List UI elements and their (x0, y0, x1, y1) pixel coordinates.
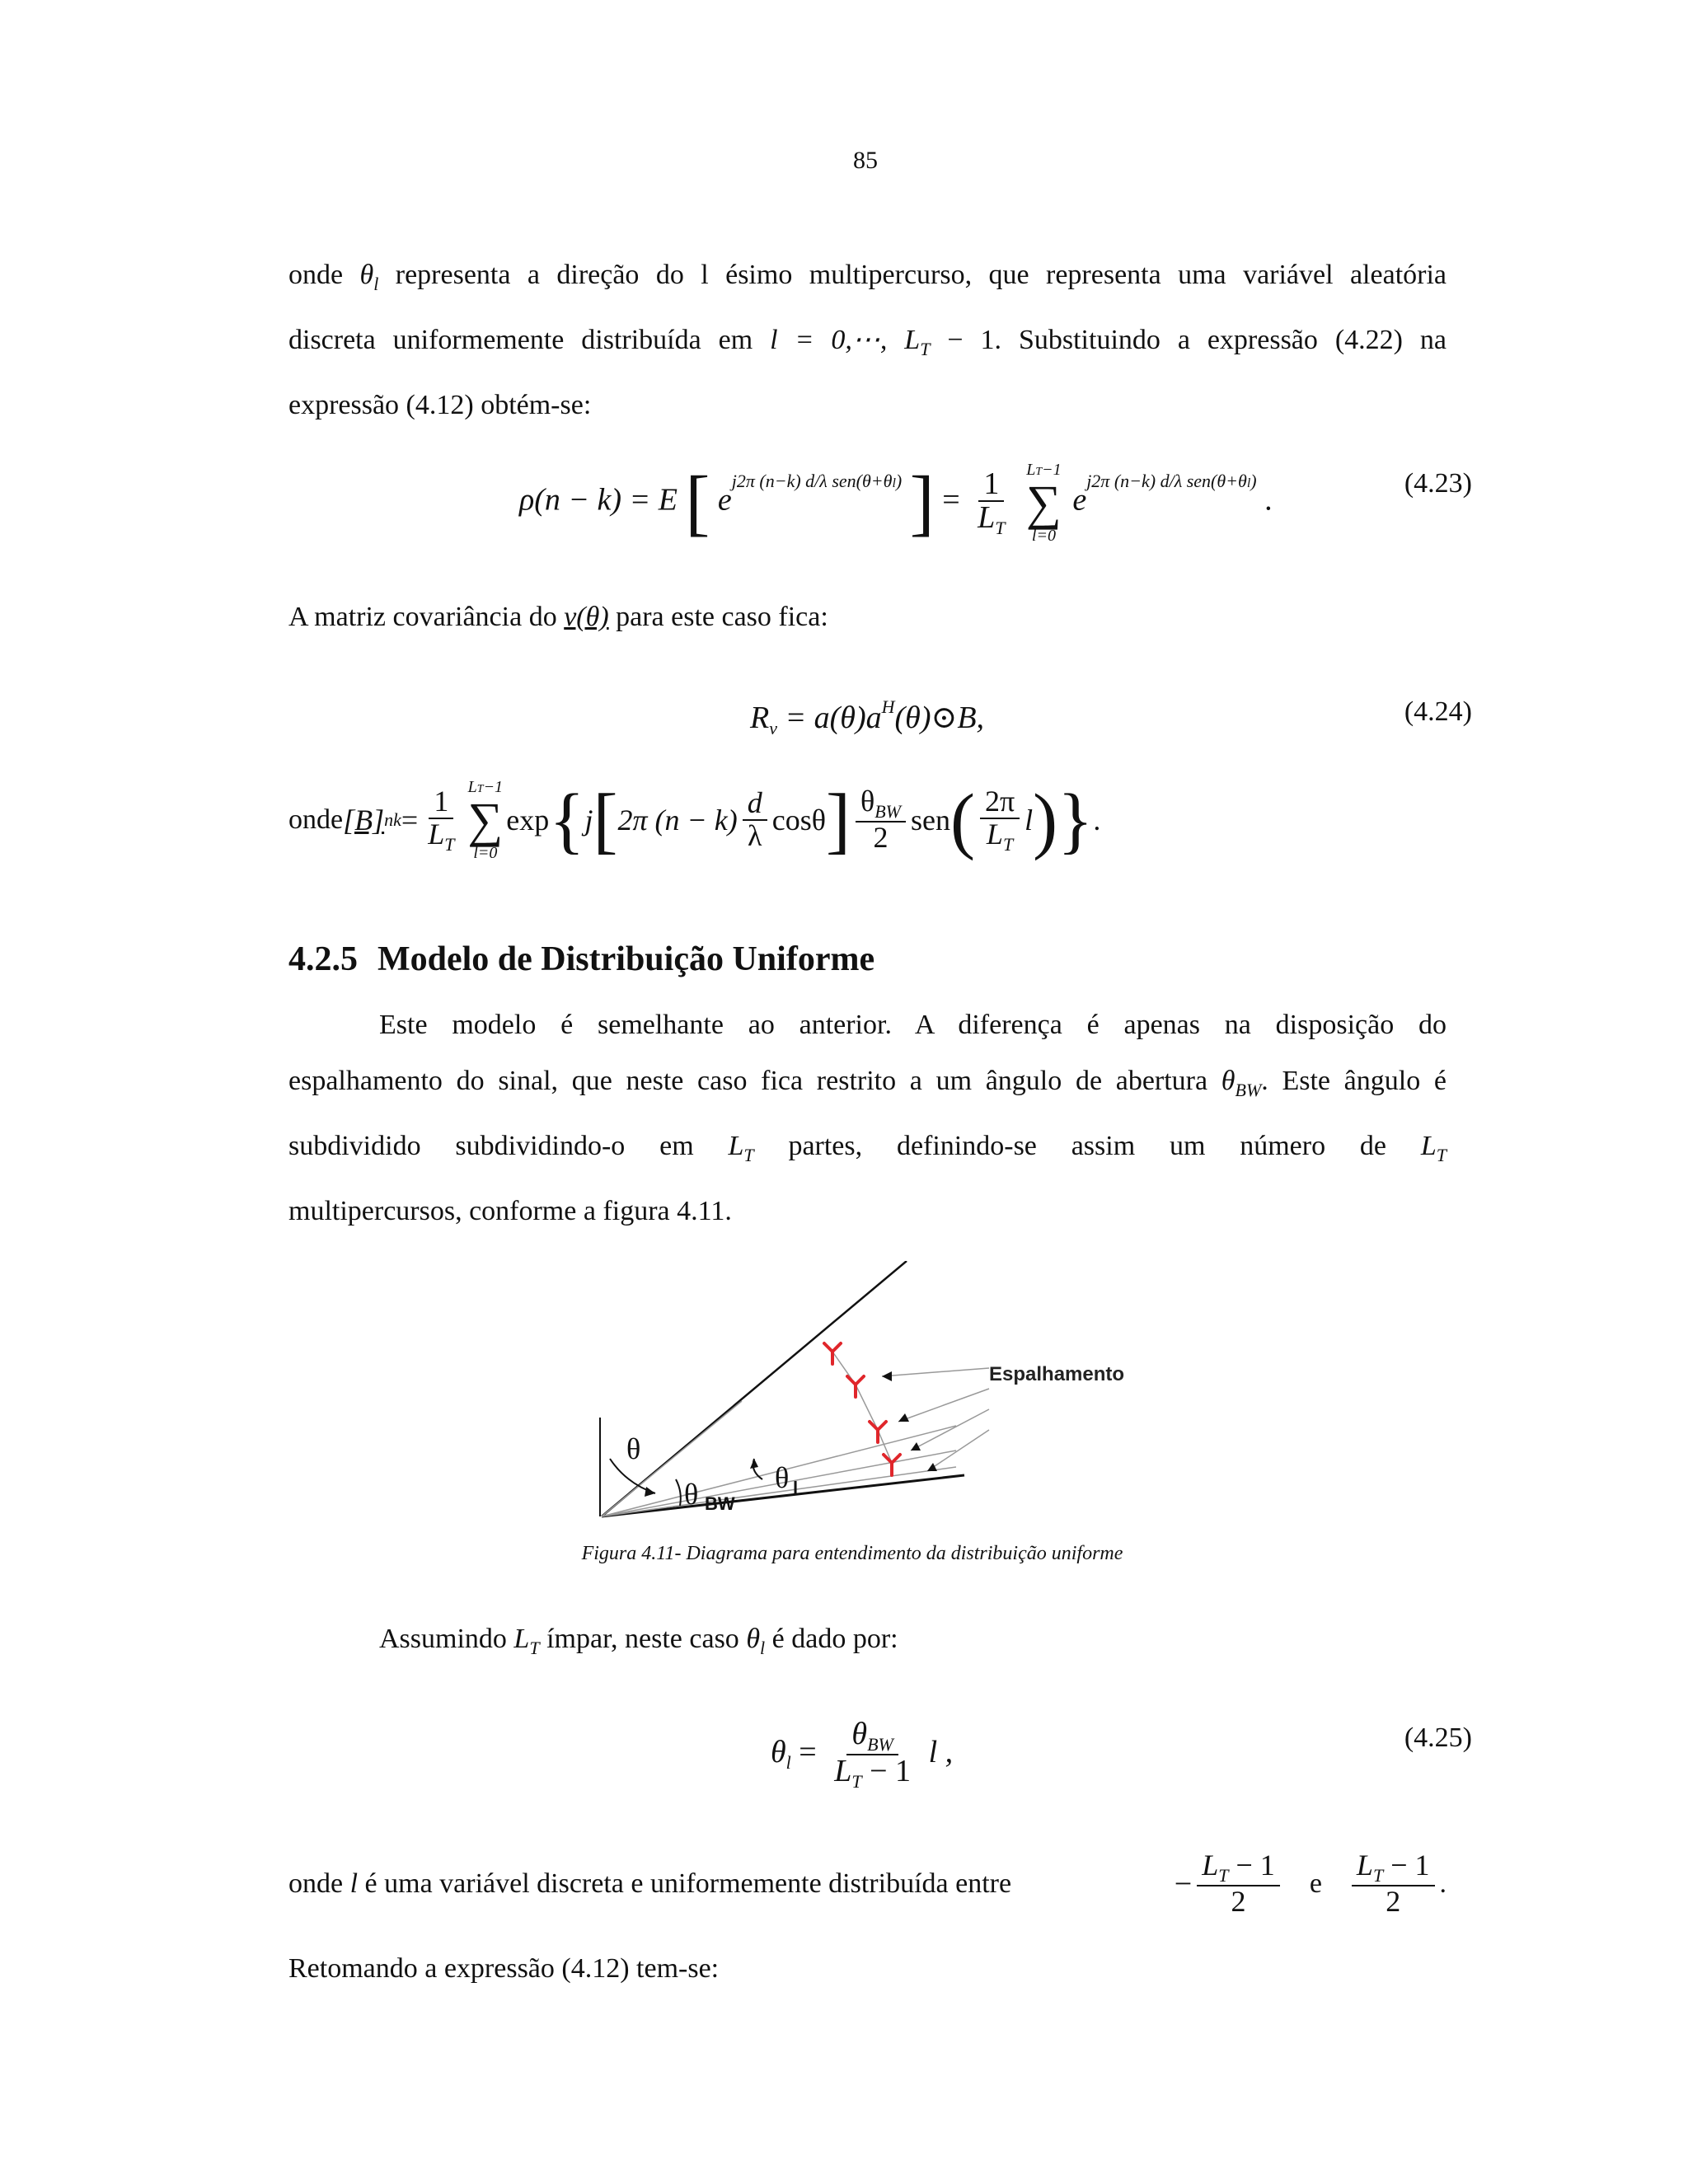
scatterer-icon-2 (847, 1376, 864, 1397)
figure-espalhamento-label: Espalhamento (989, 1363, 1125, 1385)
equation-4-24: $R_v$ = $a(\theta)a^H(\theta)⊙B$, (750, 696, 985, 738)
figure-caption: Figura 4.11- Diagrama para entendimento da distribuição uniforme (581, 1543, 1123, 1564)
paragraph-model-line-1: Este modelo é semelhante ao anterior. A diferença é apenas na disposição do (379, 1010, 1447, 1040)
theta-l-arrowhead (750, 1459, 758, 1469)
equation-4-25: $\theta_l$ = $\frac{\theta_{BW}}{L_T - 1}$ l , (771, 1717, 954, 1793)
figure-theta-label: θ (626, 1432, 641, 1465)
paragraph-where-l: onde l é uma variável discreta e uniformemente distribuída entre − $\frac{L_T - 1}{2}$ e $\frac{L_T - 1}{2}$ . (288, 1849, 1447, 1919)
arrow-line-4 (927, 1430, 989, 1471)
theta-arc-arrowhead (645, 1487, 655, 1497)
arrowhead-1 (882, 1371, 892, 1381)
paragraph-model-line-2: espalhamento do sinal, que neste caso fica restrito a um ângulo de abertura $\theta_{BW}$. Este ângulo é (288, 1066, 1447, 1100)
paragraph-covariance: A matriz covariância do v(θ) para este caso fica: (288, 602, 828, 632)
scatterer-icon-3 (870, 1422, 886, 1442)
paragraph-model-line-4: multipercursos, conforme a figura 4.11. (288, 1196, 732, 1226)
paragraph-model (288, 997, 1447, 1240)
equation-number-4-25: (4.25) (1404, 1722, 1472, 1753)
figure-theta-l-sub: l (793, 1478, 799, 1498)
scatterer-icon-4 (884, 1455, 900, 1475)
figure-theta-bw-sub: BW (705, 1493, 735, 1514)
equation-number-4-24: (4.24) (1404, 696, 1472, 727)
figure-diagram (593, 1261, 1170, 1533)
paragraph-intro-line-2: discreta uniformemente distribuída em l = 0,⋯, $L_T - 1$. Substituindo a expressão (4.22) na (288, 325, 1447, 359)
equation-4-23: ρ(n − k) = E [ $e^{j2\pi (n-k) d/\lambda sen(\theta+\theta l)}$ ] = $\frac{1}{L_T}$ LT−1 ∑ l=0 $e^{j2\pi (n-k) d/\lambda sen(\theta+\theta l)}$ . (519, 461, 1273, 545)
equation-number-4-23: (4.23) (1404, 468, 1472, 499)
arrow-line-3 (911, 1409, 989, 1451)
paragraph-intro-line-1: onde $\theta_l$ representa a direção do l ésimo multipercurso, que representa uma variável aleatória (288, 260, 1447, 294)
section-title: 4.2.5 Modelo de Distribuição Uniforme (288, 940, 875, 978)
equation-b-matrix: onde [B] nk = $\frac{1}{L_T}$ LT−1 ∑ l=0 exp { j [ 2π (n − k) $\frac{d}{\lambda}$ cosθ ] $\frac{\theta_{BW}}{2}$ sen ( $\frac{2\pi}{L_T}$ l ) } . (288, 778, 1101, 862)
paragraph-intro (288, 247, 1447, 434)
paragraph-resuming: Retomando a expressão (4.12) tem-se: (288, 1953, 720, 1984)
figure-uniform-distribution (593, 1261, 1170, 1533)
figure-theta-bw-label: θ (684, 1478, 699, 1511)
paragraph-assuming: Assumindo $L_T$ ímpar, neste caso $\theta_l$ é dado por: (379, 1624, 898, 1658)
scatter-path (832, 1352, 892, 1463)
figure-theta-l-label: θ (775, 1461, 790, 1494)
paragraph-model-line-3: subdividido subdividindo-o em $L_T$ partes, definindo-se assim um número de $L_T$ (288, 1131, 1447, 1165)
arrowhead-4 (927, 1463, 937, 1471)
arrowhead-2 (898, 1413, 909, 1422)
arrow-line-1 (882, 1368, 989, 1376)
paragraph-intro-line-3: expressão (4.12) obtém-se: (288, 390, 592, 420)
page-number: 85 (853, 147, 878, 174)
